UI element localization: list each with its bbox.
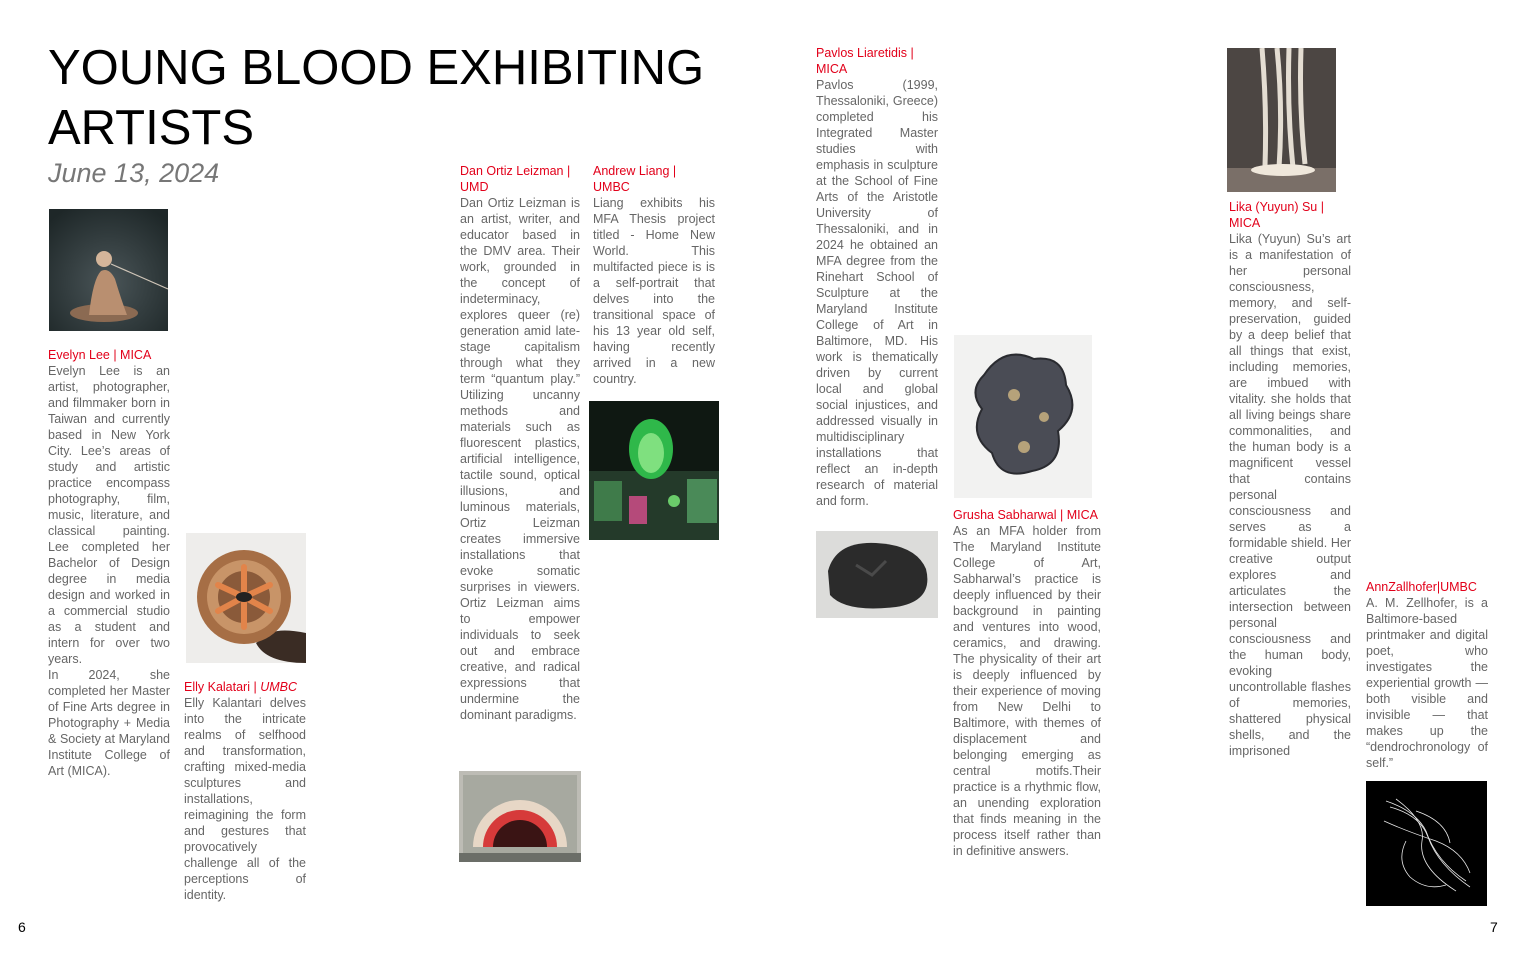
grusha-sabharwal-artwork-image [954,335,1092,498]
artist-name-pavlos-liaretidis: Pavlos Liaretidis | MICA [816,46,914,76]
artist-bio-elly-kalatari: Elly Kalantari delves into the intricate realms of selfhood and transformation, crafting mixed-media sculptures and installations, reimagining the form and gestures that provocatively challenge all of the perceptions of identity. [184,696,306,902]
artist-bio-pavlos-liaretidis: Pavlos (1999, Thessaloniki, Greece) completed his Integrated Master studies with emphasis in sculpture at the School of Fine Arts of the Aristotle University of Thessaloniki, and in 2024 he obtained an MFA degree from the Rinehart School of Sculpture at the Maryland Institute College of Art in Baltimore, MD. His work is thematically driven by current local and global social injustices, and addressed visually in multidisciplinary installations that reflect an in-depth research of material and form. [816,78,938,508]
artist-name-evelyn-lee: Evelyn Lee | MICA [48,348,152,362]
page-number-left: 6 [18,919,26,935]
artist-bio-evelyn-lee: Evelyn Lee is an artist, photographer, and filmmaker born in Taiwan and currently based in New York City. Lee’s areas of study and artistic practice encompass photography, film, music, literature, and classical painting. Lee completed her Bachelor of Design degree in media design and worked in a commercial studio as a student and intern for over two years. [48,364,170,666]
artist-bio-ann-zallhofer: A. M. Zellhofer, is a Baltimore-based printmaker and digital poet, who investigates the experiential growth — both visible and invisible — that makes up the “dendrochronology of self.” [1366,596,1488,770]
pavlos-liaretidis-artwork-image [816,531,938,618]
elly-kalatari-artwork-image [186,533,306,663]
artist-name-andrew-liang: Andrew Liang | UMBC [593,164,677,194]
dan-ortiz-leizman-artwork-image [459,771,581,862]
lika-yuyun-su-artwork-image [1227,48,1336,192]
artist-name-main: Elly Kalatari | [184,680,261,694]
artist-bio-grusha-sabharwal: As an MFA holder from The Maryland Institute College of Art, Sabharwal’s practice is deeply influenced by their background in painting and ventures into wood, ceramics, and drawing. The physicality of their art is deeply influenced by their experience of moving from New Delhi to Baltimore, with themes of displacement and belonging emerging as central motifs.Their practice is a rhythmic flow, an unending exploration that finds meaning in the process itself rather than in definitive answers. [953,524,1101,858]
evelyn-lee-artwork-image [49,209,168,331]
ann-zallhofer-artwork-image [1366,781,1487,906]
artist-bio-evelyn-lee-continued: In 2024, she completed her Master of Fine Arts degree in Photography + Media & Society at Maryland Institute College of Art (MICA). [48,668,170,778]
andrew-liang-artwork-image [589,401,719,540]
artist-bio-dan-ortiz-leizman: Dan Ortiz Leizman is an artist, writer, and educator based in the DMV area. Their work, grounded in the concept of indeterminacy, explores queer (re) generation amid late-stage capitalism through what they term “quantum play.” Utilizing uncanny methods and materials such as fluorescent plastics, artificial intelligence, tactile sound, optical illusions, and luminous materials, Ortiz Leizman creates immersive installations that evoke somatic surprises in viewers. Ortiz Leizman aims to empower individuals to seek out and embrace creative, and radical expressions that undermine the dominant paradigms. [460,196,580,722]
page-title: YOUNG BLOOD EXHIBITING ARTISTS [48,41,705,155]
artist-bio-andrew-liang: Liang exhibits his MFA Thesis project titled - Home New World. This multifacted piece is is a self-portrait that delves into the transitional space of his 13 year old self, having recently arrived in a new country. [593,196,715,386]
artist-school: UMBC [260,680,298,694]
artist-bio-lika-yuyun-su: Lika (Yuyun) Su’s art is a manifestation of her personal consciousness, memory, and self-preservation, guided by a deep belief that all things that exist, including memories, are imbued with vitality. she holds that all living beings share commonalities, and the human body is a magnificent vessel that contains personal consciousness and serves as a formidable shield. Her creative output explores and articulates the intersection between personal consciousness and the human body, evoking uncontrollable flashes of memories, shattered physical shells, and the imprisoned [1229,232,1351,758]
artist-name-elly-kalatari [184,679,306,695]
artist-name-lika-yuyun-su: Lika (Yuyun) Su | MICA [1229,200,1324,230]
artist-name-dan-ortiz-leizman: Dan Ortiz Leizman | UMD [460,164,571,194]
page-number-right: 7 [1490,919,1498,935]
publication-date: June 13, 2024 [48,158,220,188]
artist-name-grusha-sabharwal: Grusha Sabharwal | MICA [953,508,1098,522]
artist-name-ann-zallhofer: AnnZallhofer|UMBC [1366,580,1477,594]
